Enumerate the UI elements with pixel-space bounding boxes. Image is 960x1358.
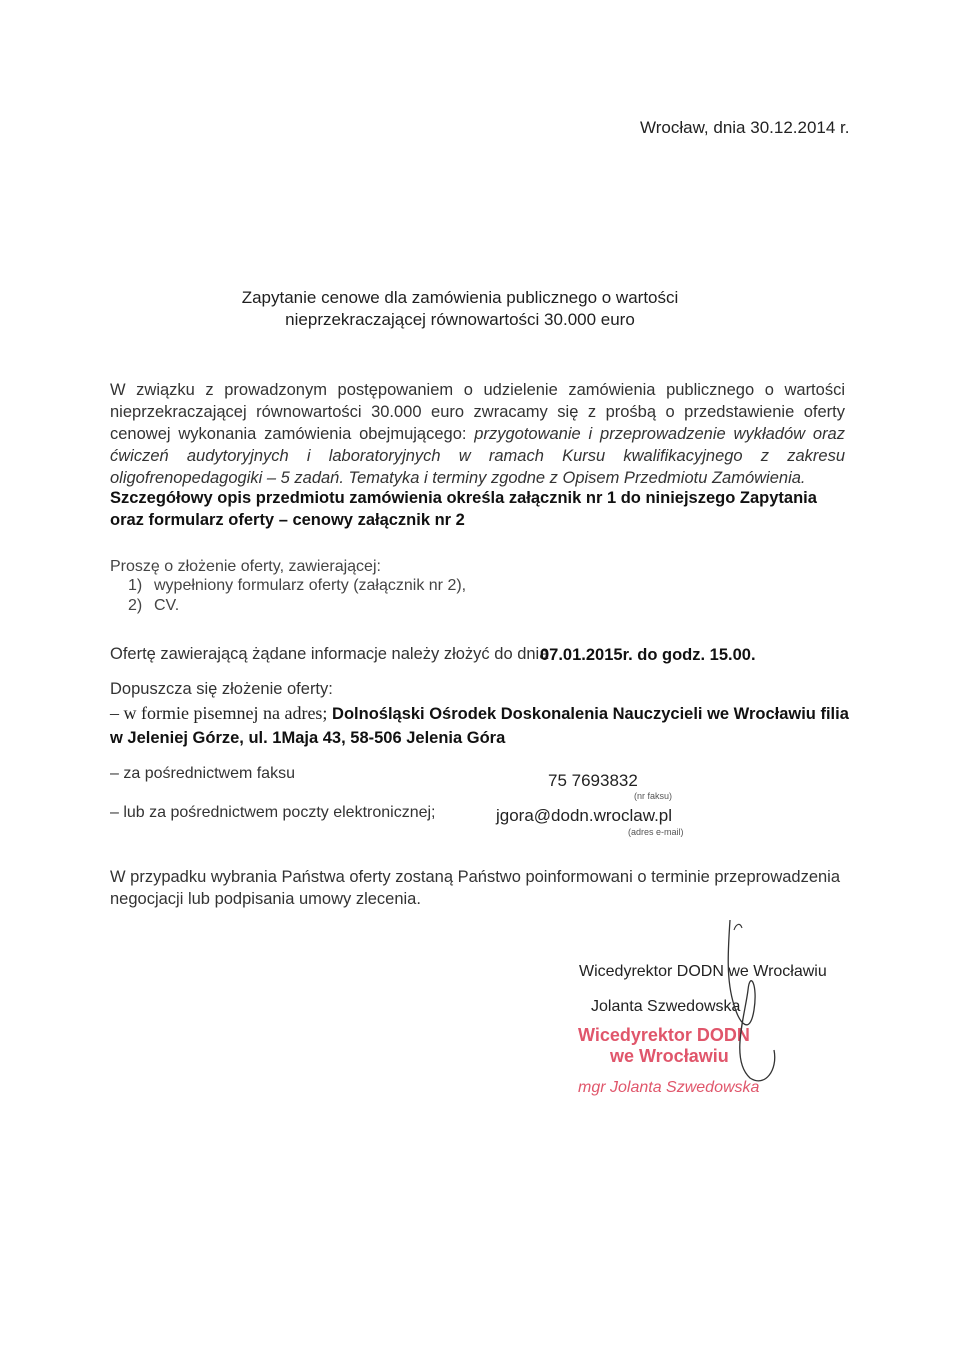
closing-paragraph: W przypadku wybrania Państwa oferty zostaną Państwo poinformowani o terminie przeprowadzenia negocjacji lub podpisania umowy zlecenia.	[110, 868, 841, 908]
handwritten-signature-icon	[690, 910, 790, 1090]
fax-value: 75 7693832	[548, 771, 638, 790]
list-item-text: wypełniony formularz oferty (załącznik nr 2),	[154, 577, 467, 594]
submission-address: Dolnośląski Ośrodek Doskonalenia Nauczycieli we Wrocławiu filia w Jeleniej Górze, ul. 1Maja 43, 58-506 Jelenia Góra	[110, 705, 849, 747]
intro-lead: W związku z prowadzonym postępowaniem o udzielenie zamówienia publicznego o wartości nieprzekraczającej równowartości 30.000 euro zwracamy się z prośbą o przedstawienie oferty cenowej wykonania zamówienia obejmującego:	[110, 381, 845, 443]
request-list	[128, 576, 466, 616]
deadline-text: Ofertę zawierającą żądane informacje należy złożyć do dnia	[110, 645, 549, 663]
list-item-number: 2)	[128, 597, 143, 614]
email-caption: (adres e-mail)	[628, 827, 684, 837]
fax-label: – za pośrednictwem faksu	[110, 765, 295, 782]
list-item-text: CV.	[154, 597, 180, 614]
request-lead: Proszę o złożenie oferty, zawierającej:	[110, 558, 381, 575]
signature-title: Wicedyrektor DODN we Wrocławiu	[579, 963, 827, 980]
title-line-2: nieprzekraczającej równowartości 30.000 euro	[285, 310, 635, 329]
submission-written-prefix: – w formie pisemnej na adres;	[110, 703, 328, 723]
email-value: jgora@dodn.wroclaw.pl	[496, 806, 673, 825]
deadline-date: 07.01.2015r. do godz. 15.00.	[540, 646, 756, 664]
stamp-line-1: Wicedyrektor DODN	[578, 1025, 750, 1045]
intro-paragraph	[110, 379, 845, 489]
email-label: – lub za pośrednictwem poczty elektronicznej;	[110, 804, 436, 821]
submission-lead: Dopuszcza się złożenie oferty:	[110, 680, 333, 698]
document-title	[180, 287, 740, 331]
list-item	[128, 596, 466, 616]
document-date: Wrocław, dnia 30.12.2014 r.	[640, 118, 850, 137]
submission-address-block	[110, 701, 850, 750]
title-line-1: Zapytanie cenowe dla zamówienia publicznego o wartości	[241, 288, 679, 307]
stamp-line-2: we Wrocławiu	[610, 1046, 729, 1066]
fax-caption: (nr faksu)	[634, 791, 673, 801]
list-item-number: 1)	[128, 577, 143, 594]
intro-subject: przygotowanie i przeprowadzenie wykładów oraz ćwiczeń audytoryjnych i laboratoryjnych w ramach Kursu kwalifikacyjnego z zakresu oligofrenopedagogiki – 5 zadań. Tematyka i terminy zgodne z Opisem Przedmiotu Zamówienia.	[110, 425, 845, 487]
list-item	[128, 576, 466, 596]
stamp-line-3: mgr Jolanta Szwedowska	[578, 1079, 760, 1096]
signature-name: Jolanta Szwedowska	[591, 998, 741, 1015]
details-paragraph: Szczegółowy opis przedmiotu zamówienia określa załącznik nr 1 do niniejszego Zapytania oraz formularz oferty – cenowy załącznik nr 2	[110, 489, 817, 529]
